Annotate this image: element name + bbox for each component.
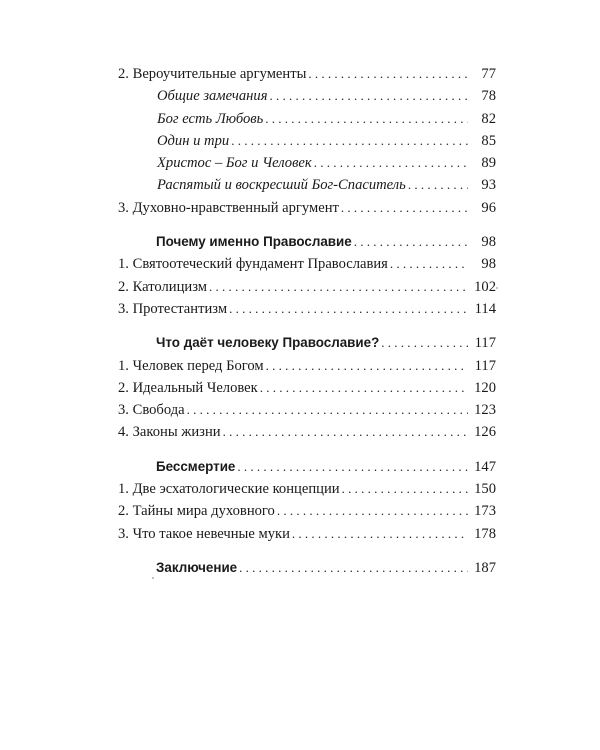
toc-entry-page: 150 <box>474 481 496 498</box>
toc-heading[interactable] <box>118 456 496 478</box>
toc-entry-title: 2. Вероучительные аргументы <box>118 66 307 82</box>
toc-entry[interactable] <box>118 63 496 85</box>
toc-entry-page: 98 <box>481 256 496 273</box>
toc-heading[interactable] <box>118 231 496 253</box>
toc-entry-page: 126 <box>474 424 496 441</box>
print-speck <box>496 287 498 289</box>
dot-leader <box>292 523 468 545</box>
toc-subentry[interactable] <box>118 108 496 130</box>
toc-entry[interactable] <box>118 478 496 500</box>
toc-subentry[interactable] <box>118 130 496 152</box>
dot-leader <box>314 152 468 174</box>
toc-entry-title: 3. Протестантизм <box>118 300 228 317</box>
toc-entry-page: 77 <box>481 66 496 82</box>
toc-entry[interactable] <box>118 253 496 275</box>
dot-leader <box>277 500 468 522</box>
toc-section <box>118 456 496 545</box>
dot-leader <box>229 298 468 320</box>
toc-entry-title: 1. Человек перед Богом <box>118 357 264 374</box>
toc-entry-page: 117 <box>474 357 496 374</box>
dot-leader <box>354 231 468 253</box>
toc-entry[interactable] <box>118 500 496 522</box>
toc-entry[interactable] <box>118 298 496 320</box>
toc-entry-page: 120 <box>474 379 496 396</box>
toc-heading-title: Заключение <box>156 559 238 575</box>
toc-entry-page: 178 <box>474 525 496 542</box>
toc-subentry[interactable] <box>118 174 496 196</box>
toc-entry-title: 2. Тайны мира духовного <box>118 503 275 520</box>
toc-entry-title: Бог есть Любовь <box>157 110 264 127</box>
dot-leader <box>308 63 468 85</box>
toc-heading-title: Почему именно Православие <box>156 234 352 250</box>
toc-entry-title: 1. Святоотеческий фундамент Православия <box>118 256 388 273</box>
toc-entry-page: 102 <box>474 278 496 295</box>
toc-heading[interactable] <box>118 557 496 579</box>
section-gap <box>118 320 496 332</box>
dot-leader <box>390 253 468 275</box>
toc-entry-page: 173 <box>474 503 496 520</box>
toc-entry-page: 85 <box>481 132 496 149</box>
dot-leader <box>341 197 468 219</box>
toc-entry-title: 3. Духовно-нравственный аргумент <box>118 199 339 216</box>
section-gap <box>118 545 496 557</box>
toc-entry-page: 98 <box>481 234 496 251</box>
toc-heading-title: Бессмертие <box>156 458 236 474</box>
toc-entry-page: 187 <box>474 559 496 576</box>
toc-entry-page: 123 <box>474 402 496 419</box>
toc-entry-page: 117 <box>474 335 496 352</box>
toc-section <box>118 231 496 320</box>
toc-entry-page: 93 <box>481 177 496 194</box>
table-of-contents <box>118 63 496 579</box>
toc-entry-page: 82 <box>481 110 496 127</box>
dot-leader <box>231 130 468 152</box>
dot-leader <box>265 108 468 130</box>
toc-entry-page: 114 <box>474 300 496 317</box>
print-speck <box>152 577 154 579</box>
toc-entry-page: 89 <box>481 155 496 172</box>
toc-subentry[interactable] <box>118 85 496 107</box>
toc-entry-page: 147 <box>474 458 496 475</box>
toc-entry-title: Общие замечания <box>157 88 268 105</box>
toc-entry-title: Один и три <box>157 132 230 149</box>
toc-entry[interactable] <box>118 377 496 399</box>
toc-entry-title: 4. Законы жизни <box>118 424 221 441</box>
section-gap <box>118 444 496 456</box>
toc-subentry[interactable] <box>118 152 496 174</box>
toc-entry-title: Распятый и воскресший Бог-Спаситель <box>157 177 406 194</box>
dot-leader <box>237 456 468 478</box>
section-gap <box>118 219 496 231</box>
toc-entry-title: 3. Что такое невечные муки <box>118 525 290 542</box>
dot-leader <box>342 478 468 500</box>
toc-entry-page: 96 <box>481 199 496 216</box>
toc-entry[interactable] <box>118 276 496 298</box>
dot-leader <box>260 377 468 399</box>
toc-entry-title: 1. Две эсхатологические концепции <box>118 481 340 498</box>
dot-leader <box>239 557 468 579</box>
dot-leader <box>223 421 468 443</box>
toc-entry[interactable] <box>118 399 496 421</box>
dot-leader <box>408 174 468 196</box>
dot-leader <box>187 399 468 421</box>
toc-entry-title: 2. Католицизм <box>118 278 208 295</box>
toc-entry[interactable] <box>118 421 496 443</box>
dot-leader <box>209 276 468 298</box>
toc-entry-title: 2. Идеальный Человек <box>118 379 258 396</box>
toc-entry-page: 78 <box>481 88 496 105</box>
dot-leader <box>270 85 469 107</box>
toc-heading[interactable] <box>118 332 496 354</box>
toc-section <box>118 63 496 219</box>
toc-entry-title: Христос – Бог и Человек <box>157 155 312 172</box>
dot-leader <box>381 332 468 354</box>
dot-leader <box>266 355 468 377</box>
toc-section <box>118 332 496 443</box>
toc-entry-title: 3. Свобода <box>118 402 185 419</box>
toc-section <box>118 557 496 579</box>
toc-heading-title: Что даёт человеку Православие? <box>156 335 380 351</box>
toc-entry[interactable] <box>118 523 496 545</box>
toc-entry[interactable] <box>118 197 496 219</box>
toc-entry[interactable] <box>118 355 496 377</box>
